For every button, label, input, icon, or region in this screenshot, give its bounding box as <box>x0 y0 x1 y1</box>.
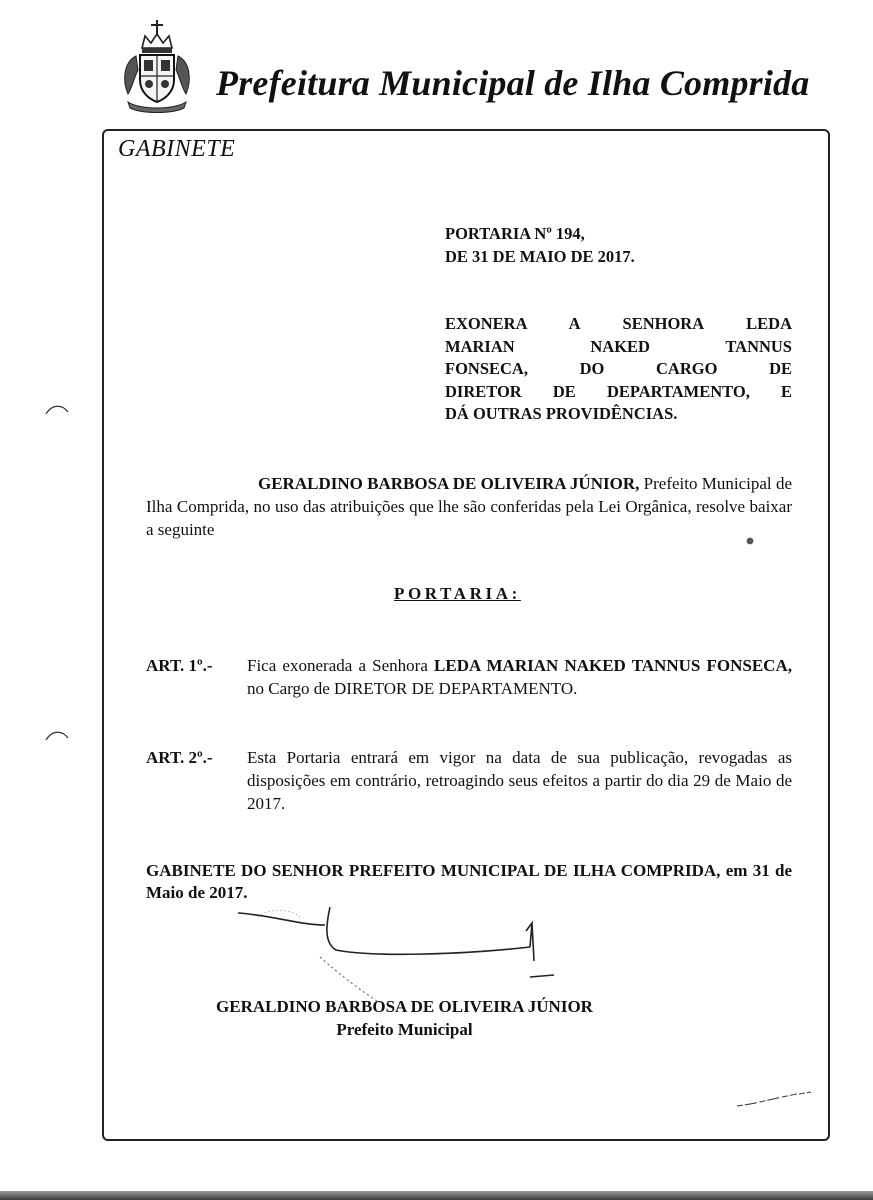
ementa-line: FONSECA, DO CARGO DE <box>445 359 792 378</box>
ink-dot-mark-icon <box>745 536 755 546</box>
pen-stroke-mark-icon <box>735 1088 815 1110</box>
ementa-line: DIRETOR DE DEPARTAMENTO, E <box>445 381 792 401</box>
article-number: ART. 1º.- <box>146 656 213 675</box>
article-bold-name: LEDA MARIAN NAKED TANNUS FONSECA, <box>434 656 792 675</box>
resolve-heading: PORTARIA: <box>394 584 521 603</box>
closing-statement: GABINETE DO SENHOR PREFEITO MUNICIPAL DE ILHA COMPRIDA, em 31 de Maio de 2017. <box>146 861 792 902</box>
portaria-date-line: DE 31 DE MAIO DE 2017. <box>445 247 635 266</box>
portaria-number <box>445 222 635 268</box>
signer-role: Prefeito Municipal <box>336 1020 473 1039</box>
article-text: no Cargo de DIRETOR DE DEPARTAMENTO. <box>247 679 578 698</box>
ementa <box>445 313 792 426</box>
article-number: ART. 2º.- <box>146 748 213 767</box>
portaria-number-line: PORTARIA Nº 194, <box>445 224 585 243</box>
margin-punch-mark-icon <box>44 728 70 742</box>
preamble-authority-name: GERALDINO BARBOSA DE OLIVEIRA JÚNIOR, <box>258 474 640 493</box>
header-title: Prefeitura Municipal de Ilha Comprida <box>216 63 810 103</box>
margin-punch-mark-icon <box>44 402 70 416</box>
article-text: Esta Portaria entrará em vigor na data de sua publicação, revogadas as disposições em contrário, retroagindo seus efeitos a partir do dia 29 de Maio de 2017. <box>247 748 792 813</box>
ementa-line: MARIAN NAKED TANNUS <box>445 336 792 356</box>
scan-bottom-edge <box>0 1191 873 1200</box>
preamble <box>146 472 792 541</box>
municipal-coat-of-arms-icon <box>118 18 196 114</box>
handwritten-signature-icon <box>230 895 560 1005</box>
ementa-line: EXONERA A SENHORA LEDA <box>445 314 792 333</box>
article-2 <box>146 746 792 815</box>
signer-name: GERALDINO BARBOSA DE OLIVEIRA JÚNIOR <box>216 997 593 1016</box>
article-text: Fica exonerada a Senhora <box>247 656 435 675</box>
preamble-text: Prefeito Municipal de Ilha Comprida, no uso das atribuições que lhe são conferidas pela Lei Orgânica, resolve baixar a seguinte <box>146 474 792 539</box>
section-label: GABINETE <box>118 136 236 162</box>
article-1 <box>146 654 792 700</box>
ementa-line: DÁ OUTRAS PROVIDÊNCIAS. <box>445 404 678 423</box>
